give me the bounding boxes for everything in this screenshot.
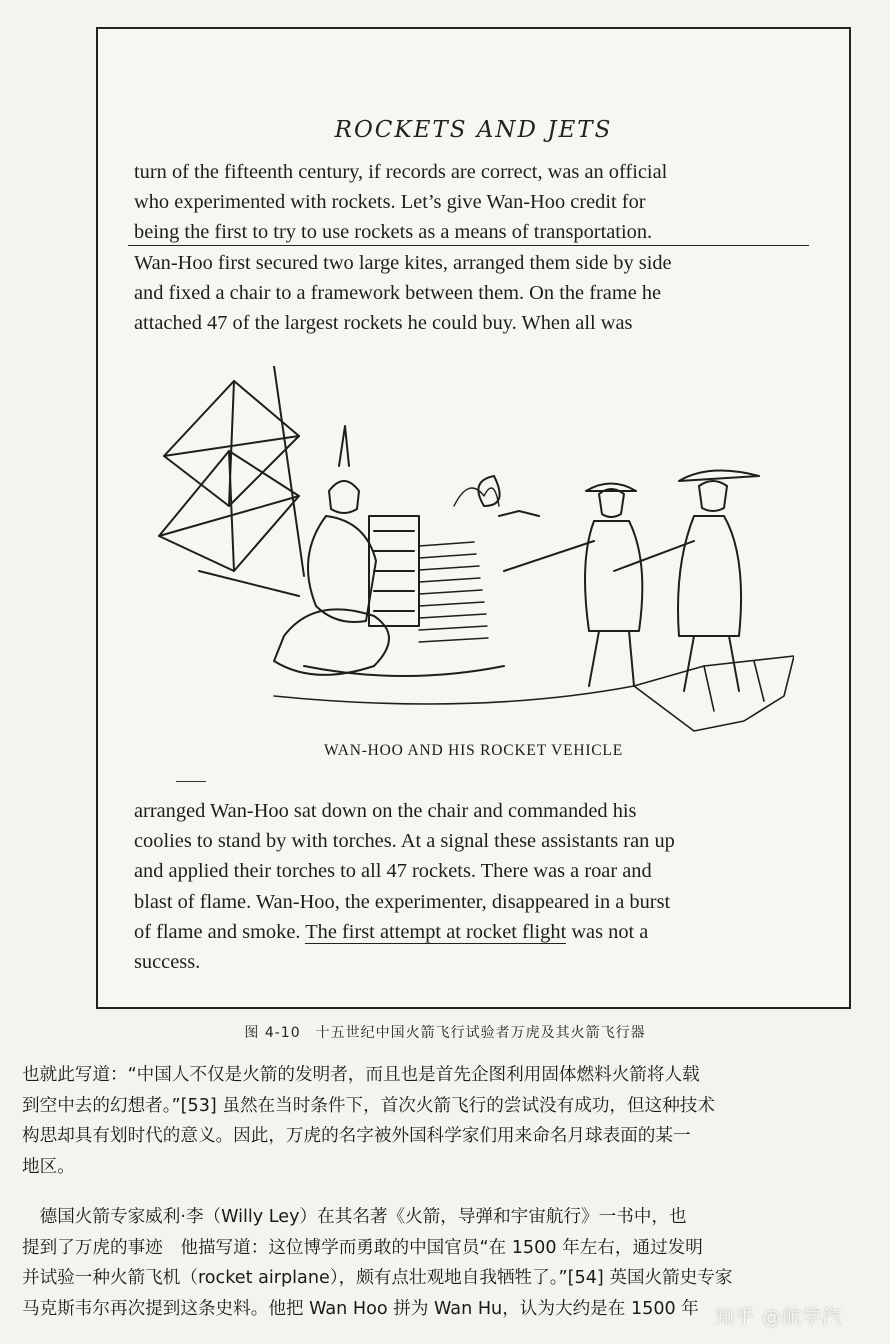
dash-mark [176, 781, 206, 782]
text-line: arranged Wan-Hoo sat down on the chair and commanded his [134, 800, 637, 822]
text-line: 马克斯韦尔再次提到这条史料。他把 Wan Hoo 拼为 Wan Hu，认为大约是在 1500 年 [22, 1298, 699, 1319]
wan-hoo-rocket-illustration [154, 366, 794, 736]
kite-drawing [159, 366, 304, 596]
text-line: 也就此写道：“中国人不仅是火箭的发明者，而且也是首先企图利用固体燃料火箭将人载 [22, 1065, 700, 1085]
underlined-phrase: The first attempt at rocket flight [305, 920, 567, 943]
text-line: 并试验一种火箭飞机（rocket airplane），颇有点壮观地自我牺牲了。”[54] 英国火箭史专家 [22, 1268, 733, 1289]
text-line: and applied their torches to all 47 rockets. There was a roar and [134, 860, 652, 883]
chinese-paragraph-1 [22, 1060, 874, 1182]
text-segment: of flame and smoke. [134, 920, 306, 943]
assistants-drawing [454, 471, 759, 691]
text-line: success. [134, 951, 201, 974]
watermark: 知乎 @航学汽 [714, 1306, 842, 1328]
ground-drawing [274, 656, 794, 731]
text-line: 到空中去的幻想者。”[53] 虽然在当时条件下，首次火箭飞行的尝试没有成功，但这种技术 [22, 1095, 715, 1116]
running-head: ROCKETS AND JETS [334, 117, 613, 143]
text-line: 地区。 [22, 1156, 75, 1177]
paragraph-before-illustration [134, 157, 803, 338]
text-line: 构思却具有划时代的意义。因此，万虎的名字被外国科学家们用来命名月球表面的某一 [22, 1126, 691, 1147]
figure-caption: 图 4-10 十五世纪中国火箭飞行试验者万虎及其火箭飞行器 [244, 1025, 646, 1041]
book-page-plate [96, 27, 851, 1009]
text-line: blast of flame. Wan-Hoo, the experimenter, disappeared in a burst [134, 890, 671, 913]
seated-figure-drawing [274, 426, 504, 676]
text-line [134, 917, 803, 947]
text-line: who experimented with rockets. Let’s give Wan-Hoo credit for [134, 191, 646, 214]
text-line: coolies to stand by with torches. At a signal these assistants ran up [134, 830, 675, 853]
text-segment: was not a [566, 920, 649, 943]
paragraph-after-illustration [134, 796, 803, 977]
hand-drawn-underline [128, 245, 809, 246]
text-line: turn of the fifteenth century, if records are correct, was an official [134, 161, 668, 183]
text-line: attached 47 of the largest rockets he could buy. When all was [134, 312, 633, 335]
text-line: and fixed a chair to a framework between them. On the frame he [134, 281, 662, 304]
illustration-caption: WAN-HOO AND HIS ROCKET VEHICLE [324, 742, 623, 759]
text-line: 提到了万虎的事迹 他描写道：这位博学而勇敢的中国官员“在 1500 年左右，通过发明 [22, 1237, 703, 1258]
text-line: 德国火箭专家威利·李（Willy Ley）在其名著《火箭，导弹和宇宙航行》一书中，也 [22, 1207, 687, 1227]
text-line: being the first to try to use rockets as a means of transportation. [134, 221, 653, 244]
text-line: Wan-Hoo first secured two large kites, arranged them side by side [134, 251, 672, 274]
